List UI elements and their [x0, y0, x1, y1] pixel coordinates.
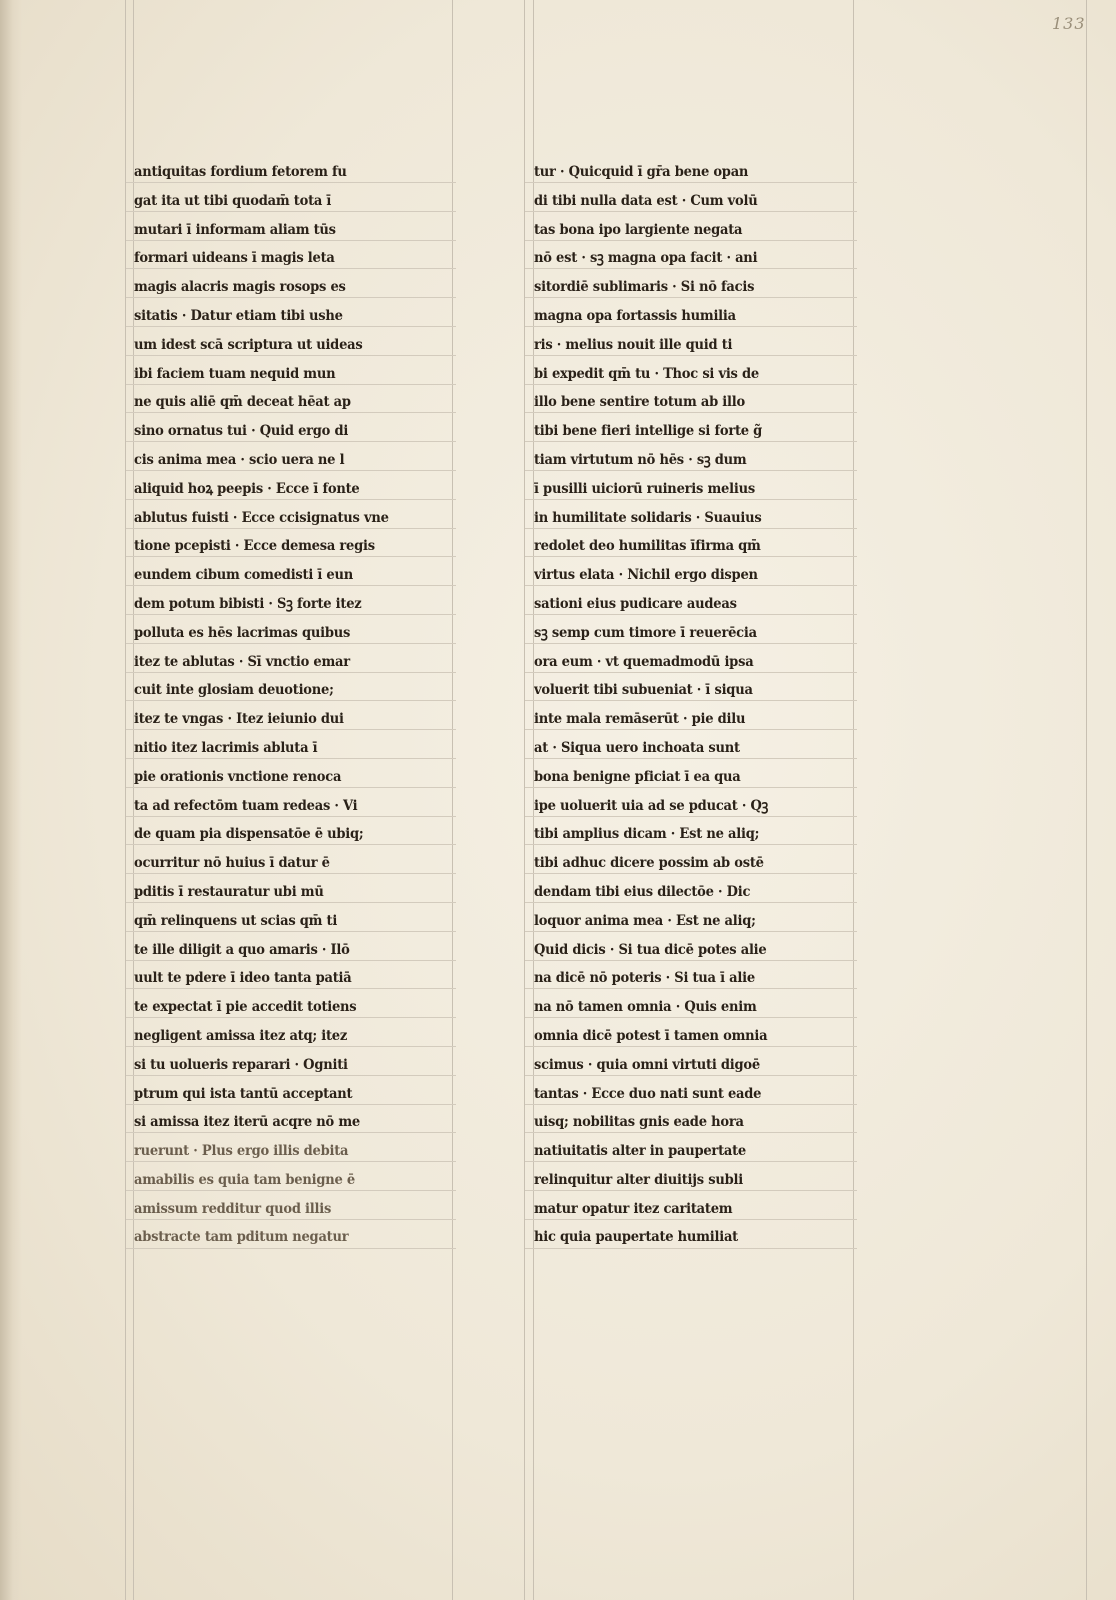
ruling-line-horizontal	[126, 182, 456, 183]
text-line: gat ita ut tibi quodam̄ tota ī	[134, 192, 332, 209]
text-line: natiuitatis alter in paupertate	[534, 1143, 746, 1160]
text-line: bona benigne pficiat ī ea qua	[534, 768, 741, 785]
text-line: aliquid hoꝝ peepis · Ecce ī fonte	[134, 480, 360, 497]
text-line: redolet deo humilitas īfirma qm̄	[534, 538, 761, 555]
ruling-line-horizontal	[126, 355, 456, 356]
ruling-line-horizontal	[126, 441, 456, 442]
text-line: eundem cibum comedisti ī eun	[134, 567, 354, 584]
text-line: itez te vngas · Itez ieiunio dui	[134, 711, 344, 728]
text-line: ī pusilli uiciorū ruineris melius	[534, 480, 755, 497]
ruling-line-horizontal	[126, 931, 456, 932]
ruling-line-horizontal	[126, 700, 456, 701]
ruling-line-horizontal	[525, 1046, 857, 1047]
ruling-line-horizontal	[525, 1017, 857, 1018]
ruling-line-horizontal	[525, 873, 857, 874]
text-line: pditis ī restauratur ubi mū	[134, 883, 324, 900]
text-line: scimus · quia omni virtuti digoē	[534, 1056, 760, 1073]
ruling-line-horizontal	[126, 614, 456, 615]
text-line: in humilitate solidaris · Suauius	[534, 509, 762, 526]
ruling-line-horizontal	[126, 585, 456, 586]
text-line: sino ornatus tui · Quid ergo di	[134, 423, 349, 440]
ruling-line-horizontal	[525, 758, 857, 759]
ruling-line-horizontal	[525, 729, 857, 730]
text-line: inte mala remāserūt · pie dilu	[534, 711, 746, 728]
ruling-line-page-edge	[1086, 0, 1087, 1600]
text-line: polluta es hēs lacrimas quibus	[134, 624, 351, 641]
text-line: te expectat ī pie accedit totiens	[134, 999, 357, 1016]
text-line: ora eum · vt quemadmodū ipsa	[534, 653, 754, 670]
ruling-line-horizontal	[525, 585, 857, 586]
text-line: ibi faciem tuam nequid mun	[134, 365, 336, 382]
ruling-line-horizontal	[525, 614, 857, 615]
text-line: tibi amplius dicam · Est ne aliq;	[534, 826, 760, 843]
ruling-line-horizontal	[525, 1248, 857, 1249]
ruling-line-horizontal	[126, 1017, 456, 1018]
ruling-line-horizontal	[525, 1104, 857, 1105]
ruling-line-horizontal	[126, 672, 456, 673]
text-line: tantas · Ecce duo nati sunt eade	[534, 1085, 762, 1102]
ruling-line-horizontal	[126, 1132, 456, 1133]
ruling-line-horizontal	[126, 1248, 456, 1249]
ruling-line-horizontal	[525, 355, 857, 356]
folio-number: 133	[1052, 14, 1086, 33]
ruling-line-horizontal	[126, 729, 456, 730]
text-line: um idest scā scriptura ut uideas	[134, 336, 363, 353]
ruling-line-horizontal	[126, 556, 456, 557]
text-line: bi expedit qm̄ tu · Thoc si vis de	[534, 365, 759, 382]
ruling-line-horizontal	[126, 268, 456, 269]
ruling-line-horizontal	[126, 499, 456, 500]
ruling-line-horizontal	[126, 902, 456, 903]
text-line: illo bene sentire totum ab illo	[534, 394, 745, 411]
text-line: ptrum qui ista tantū acceptant	[134, 1085, 353, 1102]
text-line: voluerit tibi subueniat · ī siqua	[534, 682, 753, 699]
ruling-line-horizontal	[126, 844, 456, 845]
text-line: sitatis · Datur etiam tibi ushe	[134, 307, 343, 324]
text-line: de quam pia dispensatōe ē ubiq;	[134, 826, 364, 843]
text-line: di tibi nulla data est · Cum volū	[534, 192, 758, 209]
text-column-left	[134, 158, 460, 1246]
ruling-line-horizontal	[525, 1075, 857, 1076]
ruling-line-horizontal	[525, 988, 857, 989]
ruling-line-horizontal	[126, 1104, 456, 1105]
text-line: uult te pdere ī ideo tanta patiā	[134, 970, 352, 987]
text-line: magis alacris magis rosops es	[134, 279, 346, 296]
ruling-line-horizontal	[525, 902, 857, 903]
ruling-line-horizontal	[525, 441, 857, 442]
text-line: ris · melius nouit ille quid ti	[534, 336, 733, 353]
text-line: sationi eius pudicare audeas	[534, 595, 737, 612]
ruling-line-horizontal	[525, 816, 857, 817]
text-line: cis anima mea · scio uera ne l	[134, 451, 345, 468]
text-line: formari uideans ī magis leta	[134, 250, 335, 267]
text-line: na dicē nō poteris · Si tua ī alie	[534, 970, 755, 987]
text-line: ne quis aliē qm̄ deceat hēat ap	[134, 394, 351, 411]
text-line: tur · Quicquid ī gr̄a bene opan	[534, 164, 749, 180]
ruling-line-horizontal	[126, 1161, 456, 1162]
ruling-line-horizontal	[525, 556, 857, 557]
text-line: amissum redditur quod illis	[134, 1200, 332, 1217]
gutter-shadow	[0, 0, 22, 1600]
text-line: relinquitur alter diuitijs subli	[534, 1171, 743, 1188]
ruling-line-horizontal	[126, 528, 456, 529]
ruling-line-horizontal	[525, 1190, 857, 1191]
text-line: tibi adhuc dicere possim ab ostē	[534, 855, 764, 872]
ruling-line-horizontal	[525, 1161, 857, 1162]
ruling-line-horizontal	[525, 499, 857, 500]
ruling-line-horizontal	[525, 643, 857, 644]
ruling-line-horizontal	[126, 211, 456, 212]
text-line: itez te ablutas · Sī vnctio emar	[134, 653, 350, 670]
text-line: ocurritur nō huius ī datur ē	[134, 855, 330, 872]
ruling-line-horizontal	[525, 182, 857, 183]
text-line: nō est · sꝫ magna opa facit · ani	[534, 250, 758, 267]
text-line: si amissa itez iterū acqre nō me	[134, 1114, 360, 1131]
ruling-line-horizontal	[126, 1046, 456, 1047]
text-line: negligent amissa itez atq; itez	[134, 1027, 348, 1044]
text-line: si tu uolueris reparari · Ogniti	[134, 1056, 348, 1073]
text-line: Quid dicis · Si tua dicē potes alie	[534, 941, 767, 958]
text-line: magna opa fortassis humilia	[534, 307, 736, 324]
ruling-line-horizontal	[525, 528, 857, 529]
text-line: at · Siqua uero inchoata sunt	[534, 739, 740, 756]
text-line: ruerunt · Plus ergo illis debita	[134, 1143, 349, 1160]
text-line: loquor anima mea · Est ne aliq;	[534, 912, 756, 929]
text-line: qm̄ relinquens ut scias qm̄ ti	[134, 912, 338, 929]
ruling-line-horizontal	[525, 931, 857, 932]
ruling-line-horizontal	[126, 787, 456, 788]
text-line: matur opatur itez caritatem	[534, 1200, 733, 1217]
text-line: tibi bene fieri intellige si forte g̃	[534, 423, 763, 440]
ruling-line-horizontal	[525, 268, 857, 269]
ruling-line-horizontal	[525, 960, 857, 961]
ruling-line-horizontal	[525, 326, 857, 327]
text-line: amabilis es quia tam benigne ē	[134, 1171, 355, 1188]
text-line: cuit inte glosiam deuotione;	[134, 682, 334, 699]
text-line: tiam virtutum nō hēs · sꝫ dum	[534, 451, 747, 468]
text-line: ablutus fuisti · Ecce ccisignatus vne	[134, 509, 389, 526]
text-line: pie orationis vnctione renoca	[134, 768, 342, 785]
text-line: dendam tibi eius dilectōe · Dic	[534, 883, 751, 900]
ruling-line-horizontal	[126, 873, 456, 874]
ruling-line-horizontal	[525, 384, 857, 385]
text-line: hic quia paupertate humiliat	[534, 1229, 738, 1246]
text-line: sꝫ semp cum timore ī reuerēcia	[534, 624, 757, 641]
ruling-line-horizontal	[126, 412, 456, 413]
ruling-line-horizontal	[126, 816, 456, 817]
text-line: abstracte tam pditum negatur	[134, 1229, 349, 1246]
text-line: omnia dicē potest ī tamen omnia	[534, 1027, 768, 1044]
ruling-line-horizontal	[126, 1219, 456, 1220]
ruling-line-horizontal	[525, 470, 857, 471]
text-line: sitordiē sublimaris · Si nō facis	[534, 279, 755, 296]
ruling-line-horizontal	[525, 240, 857, 241]
ruling-line-horizontal	[525, 787, 857, 788]
ruling-line-horizontal	[525, 672, 857, 673]
ruling-line-horizontal	[126, 326, 456, 327]
text-line: te ille diligit a quo amaris · Ilō	[134, 941, 350, 958]
ruling-line-horizontal	[525, 700, 857, 701]
text-line: dem potum bibisti · Sꝫ forte itez	[134, 595, 362, 612]
ruling-line-horizontal	[126, 988, 456, 989]
ruling-line-horizontal	[525, 844, 857, 845]
ruling-line-horizontal	[126, 643, 456, 644]
ruling-line-horizontal	[126, 384, 456, 385]
ruling-line-horizontal	[126, 758, 456, 759]
ruling-line-horizontal	[126, 240, 456, 241]
ruling-line-horizontal	[126, 297, 456, 298]
text-line: tione pcepisti · Ecce demesa regis	[134, 538, 375, 555]
text-line: mutari ī informam aliam tūs	[134, 221, 336, 238]
ruling-line-horizontal	[126, 470, 456, 471]
text-line: ipe uoluerit uia ad se pducat · Qꝫ	[534, 797, 769, 814]
text-line: antiquitas fordium fetorem fu	[134, 164, 347, 180]
ruling-line-horizontal	[525, 297, 857, 298]
ruling-line-horizontal	[525, 1132, 857, 1133]
text-line: na nō tamen omnia · Quis enim	[534, 999, 757, 1016]
ruling-line-horizontal	[126, 1075, 456, 1076]
ruling-line-horizontal	[525, 1219, 857, 1220]
text-line: virtus elata · Nichil ergo dispen	[534, 567, 758, 584]
ruling-line-horizontal	[126, 1190, 456, 1191]
text-line: ta ad refectōm tuam redeas · Vi	[134, 797, 358, 814]
ruling-line-horizontal	[525, 211, 857, 212]
text-line: nitio itez lacrimis abluta ī	[134, 739, 318, 756]
ruling-line-horizontal	[126, 960, 456, 961]
text-column-right	[534, 158, 864, 1246]
ruling-line-horizontal	[525, 412, 857, 413]
text-line: tas bona ipo largiente negata	[534, 221, 743, 238]
text-line: uisq; nobilitas gnis eade hora	[534, 1114, 744, 1131]
